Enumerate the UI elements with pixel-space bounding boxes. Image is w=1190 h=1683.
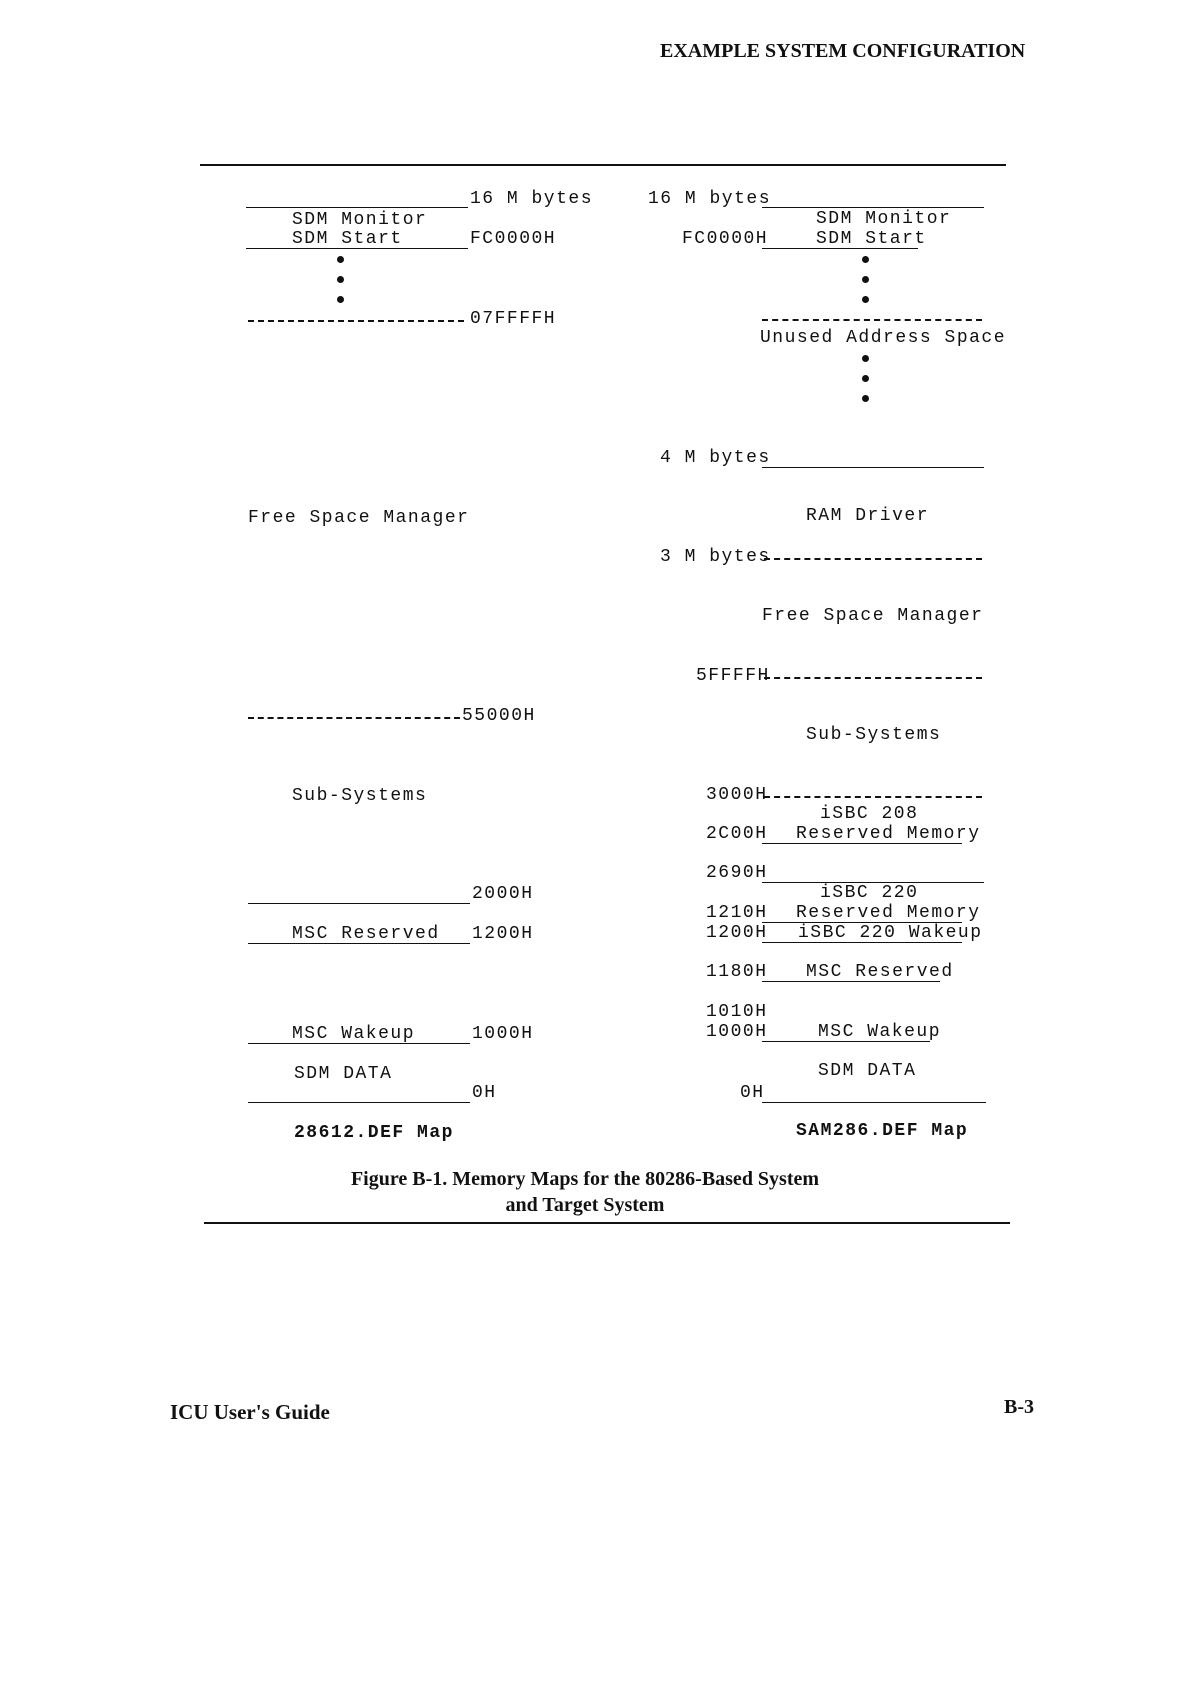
- right-16m-label: 16 M bytes: [648, 189, 772, 209]
- right-addr-1000: 1000H: [706, 1022, 768, 1042]
- left-dash-55000: [248, 717, 460, 719]
- right-line-0: [762, 1102, 986, 1103]
- right-isbc-208: iSBC 208: [820, 804, 919, 824]
- right-msc-wakeup: MSC Wakeup: [818, 1022, 942, 1042]
- right-sub-systems: Sub-Systems: [806, 725, 942, 745]
- right-4m-label: 4 M bytes: [660, 448, 771, 468]
- right-isbc-220-wakeup: iSBC 220 Wakeup: [798, 923, 983, 943]
- right-free-space-manager: Free Space Manager: [762, 606, 984, 626]
- right-3m-label: 3 M bytes: [660, 547, 771, 567]
- left-addr-07ffff: 07FFFFH: [470, 309, 557, 329]
- running-header: EXAMPLE SYSTEM CONFIGURATION: [660, 40, 1026, 62]
- right-ellipsis-dot: [862, 375, 869, 382]
- left-msc-wakeup: MSC Wakeup: [292, 1024, 416, 1044]
- right-addr-2c00: 2C00H: [706, 824, 768, 844]
- right-addr-2690: 2690H: [706, 863, 768, 883]
- right-addr-1180: 1180H: [706, 962, 768, 982]
- right-isbc-220: iSBC 220: [820, 883, 919, 903]
- right-sdm-data: SDM DATA: [818, 1061, 917, 1081]
- right-line-4m: [762, 467, 984, 468]
- right-line-top: [762, 207, 984, 208]
- left-dash-07ffff: [248, 320, 464, 322]
- right-dash-3m: [764, 558, 982, 560]
- footer-page-number: B-3: [1004, 1396, 1034, 1418]
- right-msc-reserved: MSC Reserved: [806, 962, 954, 982]
- right-ellipsis-dot: [862, 395, 869, 402]
- right-sdm-start: SDM Start: [816, 229, 927, 249]
- left-addr-0: 0H: [472, 1083, 497, 1103]
- right-ram-driver: RAM Driver: [806, 506, 930, 526]
- right-ellipsis-dot: [862, 355, 869, 362]
- left-free-space-manager: Free Space Manager: [248, 508, 470, 528]
- right-addr-1010: 1010H: [706, 1002, 768, 1022]
- left-addr-1200: 1200H: [472, 924, 534, 944]
- right-ellipsis-dot: [862, 276, 869, 283]
- left-16m-label: 16 M bytes: [470, 189, 594, 209]
- right-map-title: SAM286.DEF Map: [796, 1121, 969, 1141]
- left-addr-1000: 1000H: [472, 1024, 534, 1044]
- left-ellipsis-dot: [337, 296, 344, 303]
- footer-guide-title: ICU User's Guide: [170, 1400, 330, 1424]
- left-line-2000: [248, 903, 470, 904]
- right-reserved-memory-208: Reserved Memory: [796, 824, 981, 844]
- left-addr-fc0000: FC0000H: [470, 229, 557, 249]
- left-line-0: [248, 1102, 470, 1103]
- left-addr-55000: 55000H: [462, 706, 536, 726]
- right-ellipsis-dot: [862, 256, 869, 263]
- figure-caption-line2: and Target System: [505, 1194, 665, 1216]
- left-sub-systems: Sub-Systems: [292, 786, 428, 806]
- right-addr-fc0000: FC0000H: [682, 229, 769, 249]
- right-addr-1210: 1210H: [706, 903, 768, 923]
- left-addr-2000: 2000H: [472, 884, 534, 904]
- right-addr-3000: 3000H: [706, 785, 768, 805]
- left-sdm-start: SDM Start: [292, 229, 403, 249]
- right-addr-0: 0H: [740, 1083, 765, 1103]
- bottom-rule: [204, 1222, 1010, 1224]
- right-addr-1200: 1200H: [706, 923, 768, 943]
- left-sdm-data: SDM DATA: [294, 1064, 393, 1084]
- left-ellipsis-dot: [337, 256, 344, 263]
- top-rule: [200, 164, 1006, 166]
- left-msc-reserved: MSC Reserved: [292, 924, 440, 944]
- left-line-top: [246, 207, 468, 208]
- right-dash-3000: [764, 796, 982, 798]
- right-reserved-memory-220: Reserved Memory: [796, 903, 981, 923]
- left-ellipsis-dot: [337, 276, 344, 283]
- figure-caption-line1: Figure B-1. Memory Maps for the 80286-Based System: [350, 1168, 820, 1190]
- left-sdm-monitor: SDM Monitor: [292, 210, 428, 230]
- right-dash-5ffff: [764, 677, 982, 679]
- right-addr-5ffff: 5FFFFH: [696, 666, 770, 686]
- right-ellipsis-dot: [862, 296, 869, 303]
- right-sdm-monitor: SDM Monitor: [816, 209, 952, 229]
- right-dash-unused: [762, 319, 982, 321]
- right-unused-address-space: Unused Address Space: [760, 328, 1007, 348]
- left-map-title: 28612.DEF Map: [294, 1123, 454, 1143]
